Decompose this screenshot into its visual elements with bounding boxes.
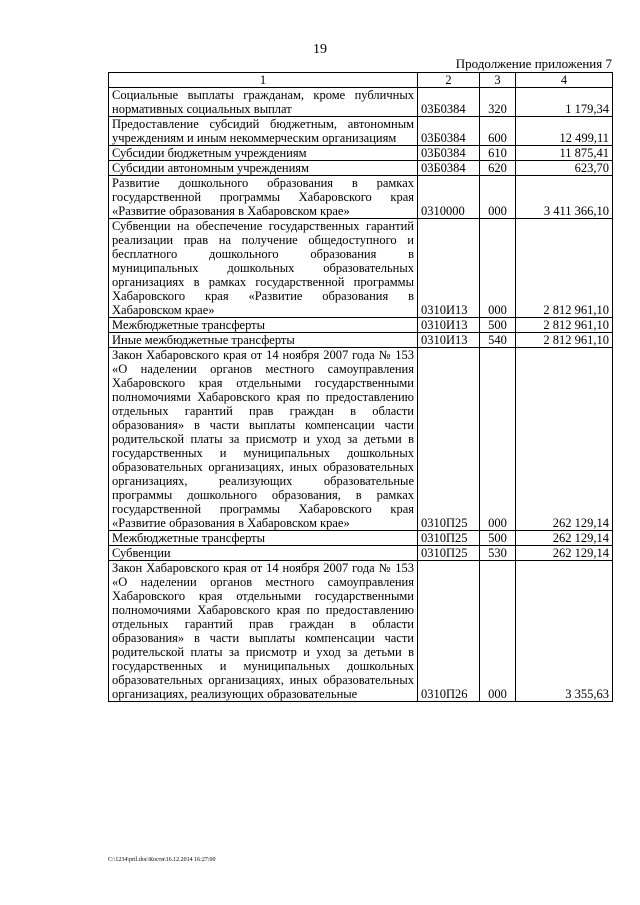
table-header-row bbox=[109, 73, 613, 88]
row-type: 610 bbox=[480, 146, 516, 161]
row-code: 0310И13 bbox=[418, 318, 480, 333]
row-amount: 262 129,14 bbox=[516, 546, 613, 561]
budget-table bbox=[108, 72, 613, 702]
column-header: 3 bbox=[480, 73, 516, 88]
row-type: 000 bbox=[480, 561, 516, 702]
table-row bbox=[109, 318, 613, 333]
table-row bbox=[109, 531, 613, 546]
row-amount: 1 179,34 bbox=[516, 88, 613, 117]
row-name: Межбюджетные трансферты bbox=[109, 531, 418, 546]
table-row bbox=[109, 546, 613, 561]
row-name: Иные межбюджетные трансферты bbox=[109, 333, 418, 348]
row-code: 03Б0384 bbox=[418, 161, 480, 176]
row-name: Предоставление субсидий бюджетным, автономным учреждениям и иным некоммерческим организациям bbox=[109, 117, 418, 146]
row-amount: 2 812 961,10 bbox=[516, 219, 613, 318]
column-header: 1 bbox=[109, 73, 418, 88]
row-name: Субвенции bbox=[109, 546, 418, 561]
row-type: 000 bbox=[480, 348, 516, 531]
row-code: 03Б0384 bbox=[418, 146, 480, 161]
table-row bbox=[109, 146, 613, 161]
row-amount: 12 499,11 bbox=[516, 117, 613, 146]
continuation-note: Продолжение приложения 7 bbox=[455, 56, 612, 71]
row-code: 0310П25 bbox=[418, 531, 480, 546]
row-code: 03Б0384 bbox=[418, 88, 480, 117]
table-row bbox=[109, 161, 613, 176]
row-amount: 262 129,14 bbox=[516, 348, 613, 531]
row-type: 500 bbox=[480, 318, 516, 333]
row-code: 03Б0384 bbox=[418, 117, 480, 146]
row-type: 540 bbox=[480, 333, 516, 348]
row-name: Закон Хабаровского края от 14 ноября 2007 года № 153 «О наделении органов местного самоуправления Хабаровского края отдельными государственными полномочиями Хабаровского края по предоставлению отдельных гарантий прав граждан в области образования» в части выплаты компенсации части родительской платы за присмотр и уход за детьми в государственных и муниципальных дошкольных образовательных организациях, иных образовательных организациях, реализующих образовательные bbox=[109, 561, 418, 702]
row-code: 0310000 bbox=[418, 176, 480, 219]
row-amount: 3 355,63 bbox=[516, 561, 613, 702]
row-name: Межбюджетные трансферты bbox=[109, 318, 418, 333]
table-row bbox=[109, 333, 613, 348]
row-code: 0310П26 bbox=[418, 561, 480, 702]
row-name: Социальные выплаты гражданам, кроме публичных нормативных социальных выплат bbox=[109, 88, 418, 117]
column-header: 4 bbox=[516, 73, 613, 88]
table-row bbox=[109, 117, 613, 146]
row-type: 620 bbox=[480, 161, 516, 176]
row-type: 500 bbox=[480, 531, 516, 546]
row-code: 0310П25 bbox=[418, 348, 480, 531]
page-number: 19 bbox=[313, 42, 327, 57]
row-type: 600 bbox=[480, 117, 516, 146]
row-amount: 3 411 366,10 bbox=[516, 176, 613, 219]
table-row bbox=[109, 88, 613, 117]
row-name: Субвенции на обеспечение государственных гарантий реализации прав на получение общедоступного и бесплатного дошкольного образования в муниципальных дошкольных образовательных организациях в рамках государственной программы Хабаровского края «Развитие образования в Хабаровском крае» bbox=[109, 219, 418, 318]
row-code: 0310П25 bbox=[418, 546, 480, 561]
column-header: 2 bbox=[418, 73, 480, 88]
row-type: 320 bbox=[480, 88, 516, 117]
row-name: Субсидии бюджетным учреждениям bbox=[109, 146, 418, 161]
row-type: 530 bbox=[480, 546, 516, 561]
row-type: 000 bbox=[480, 219, 516, 318]
row-name: Закон Хабаровского края от 14 ноября 2007 года № 153 «О наделении органов местного самоуправления Хабаровского края отдельными государственными полномочиями Хабаровского края по предоставлению отдельных гарантий прав граждан в области образования» в части выплаты компенсации части родительской платы за присмотр и уход за детьми в государственных и муниципальных дошкольных образовательных организациях, иных образовательных организациях, реализующих образовательные программы дошкольного образования, в рамках государственной программы Хабаровского края «Развитие образования в Хабаровском крае» bbox=[109, 348, 418, 531]
file-path-footer: C:\1234\pril.doc\Костя\16.12.2014 16:27:00 bbox=[108, 857, 216, 863]
row-amount: 623,70 bbox=[516, 161, 613, 176]
table-row bbox=[109, 176, 613, 219]
row-code: 0310И13 bbox=[418, 333, 480, 348]
row-type: 000 bbox=[480, 176, 516, 219]
table-row bbox=[109, 219, 613, 318]
row-code: 0310И13 bbox=[418, 219, 480, 318]
row-name: Субсидии автономным учреждениям bbox=[109, 161, 418, 176]
table-row bbox=[109, 348, 613, 531]
row-amount: 2 812 961,10 bbox=[516, 333, 613, 348]
row-amount: 262 129,14 bbox=[516, 531, 613, 546]
row-amount: 11 875,41 bbox=[516, 146, 613, 161]
row-name: Развитие дошкольного образования в рамках государственной программы Хабаровского края «Развитие образования в Хабаровском крае» bbox=[109, 176, 418, 219]
table-row bbox=[109, 561, 613, 702]
row-amount: 2 812 961,10 bbox=[516, 318, 613, 333]
